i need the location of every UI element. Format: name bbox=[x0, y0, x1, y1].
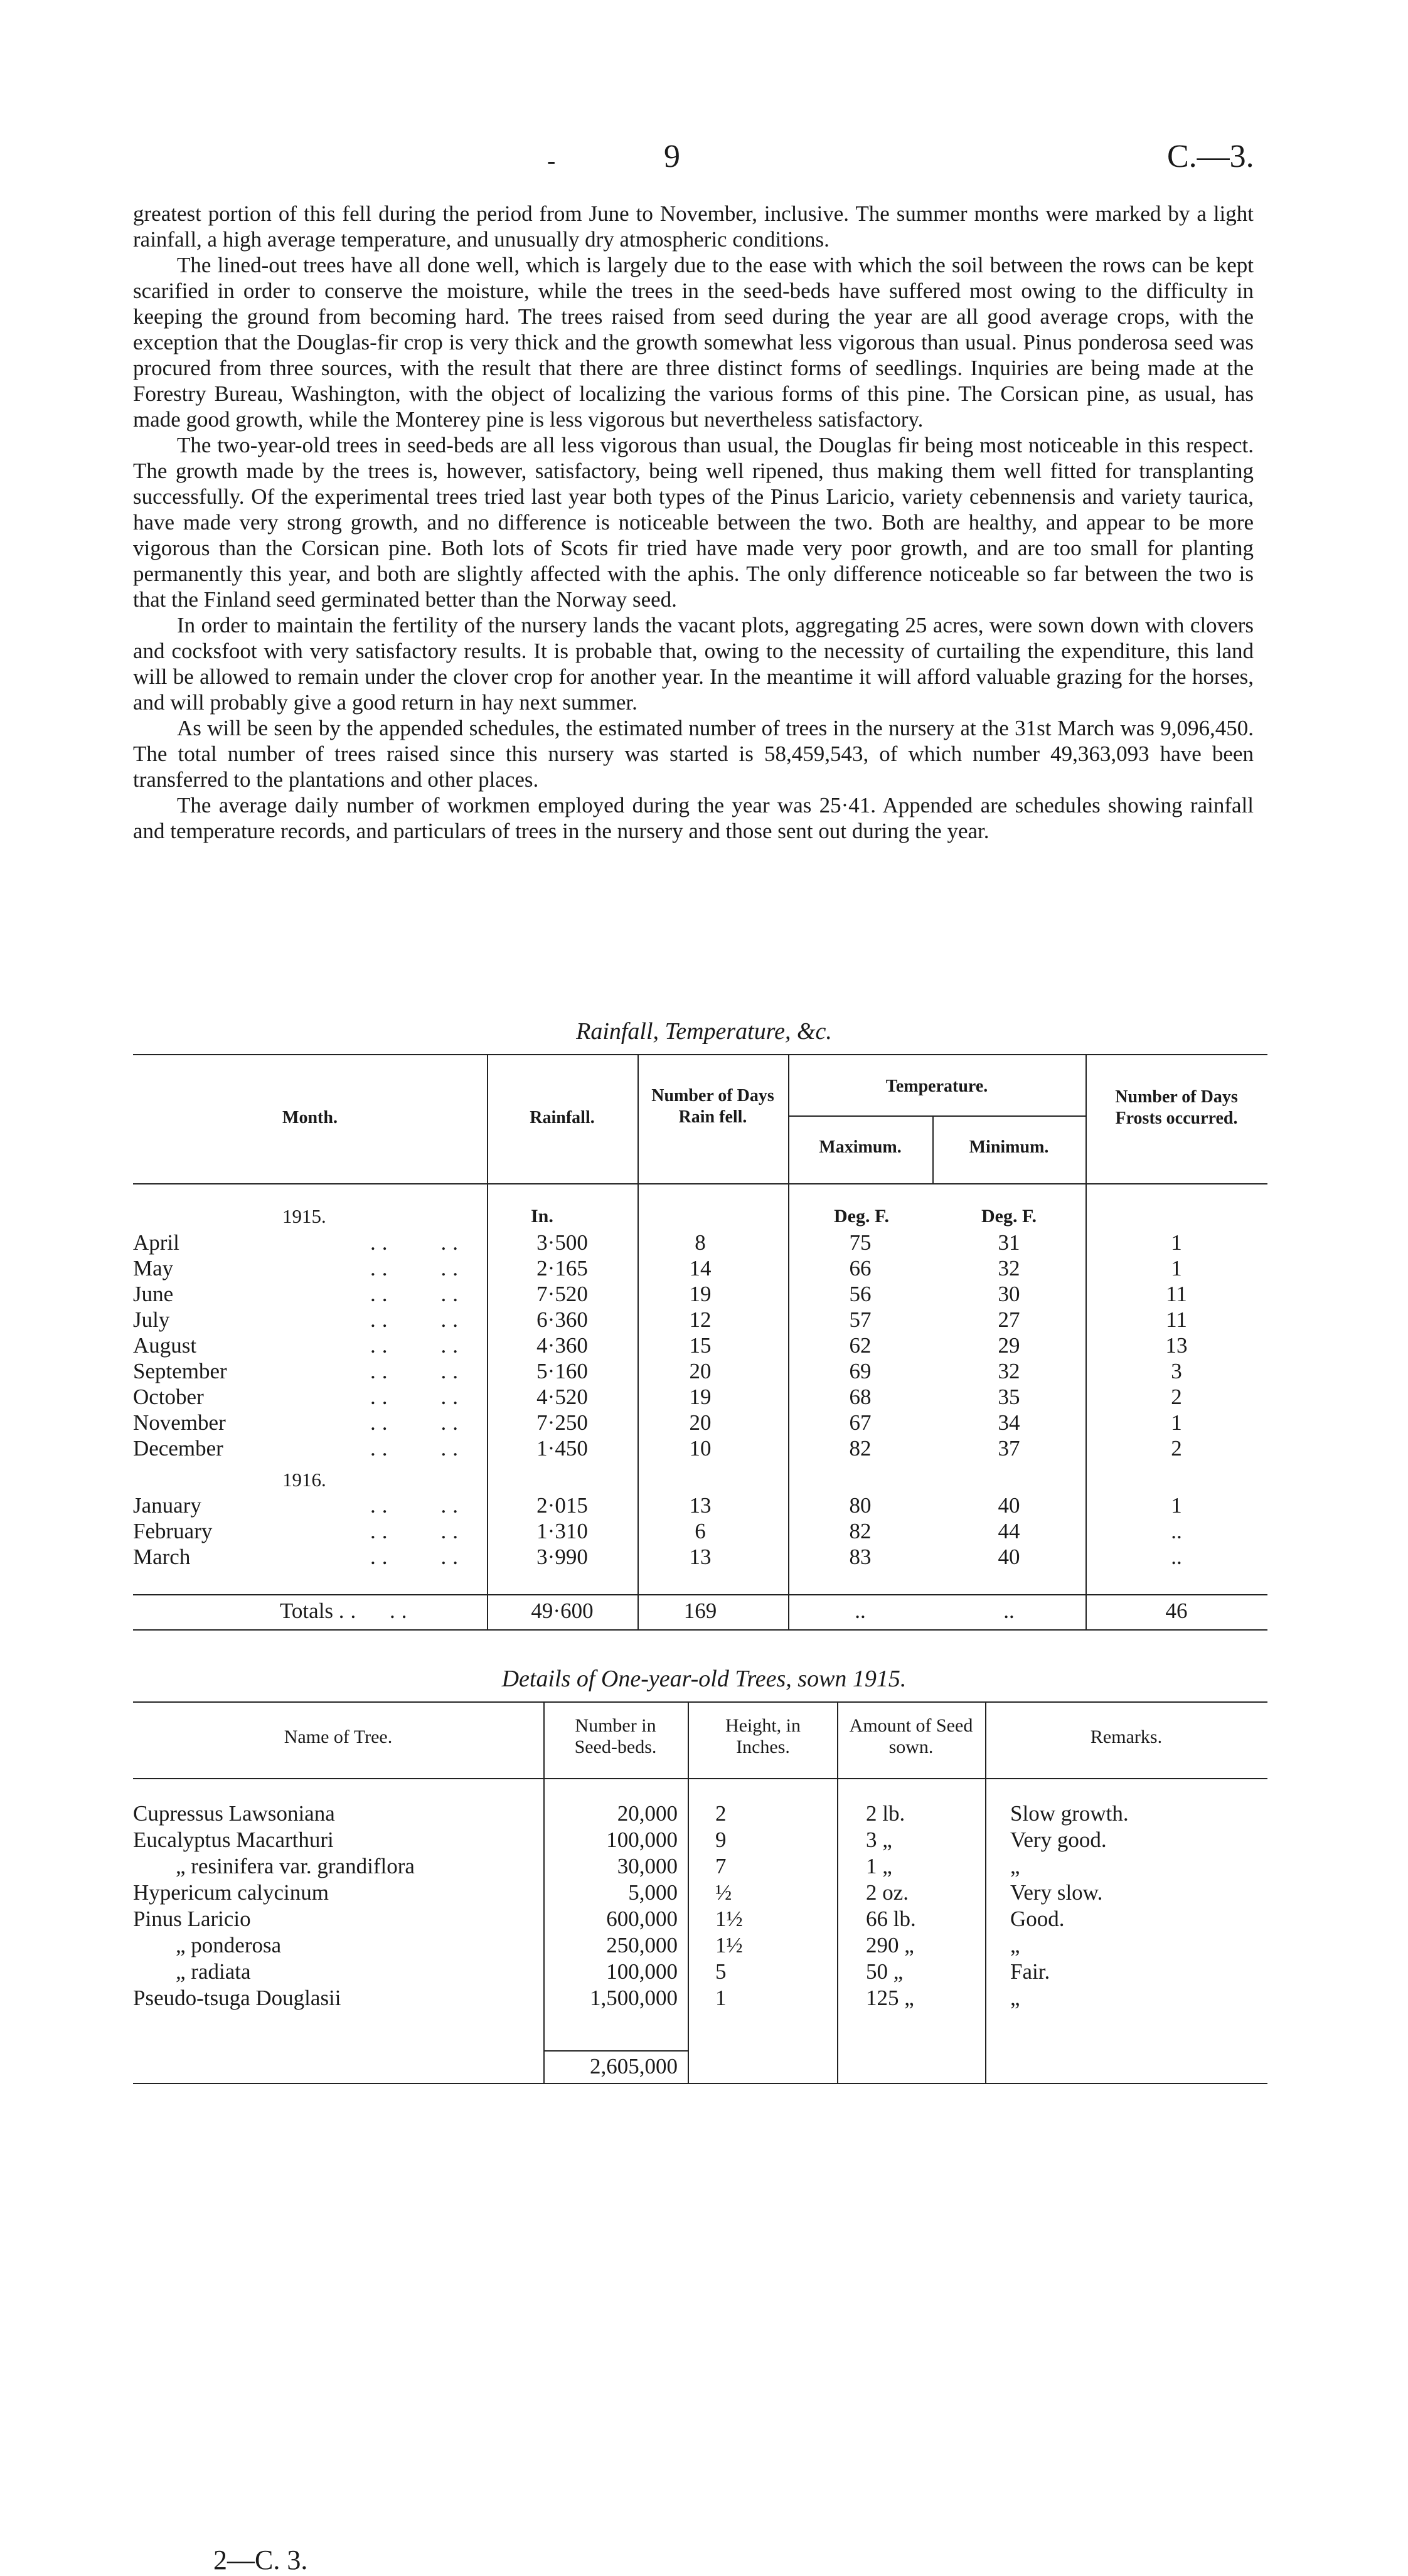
tree-remarks: „ bbox=[1010, 1933, 1020, 1957]
tree-remarks: Very good. bbox=[1010, 1828, 1107, 1852]
paragraph: greatest portion of this fell during the period from June to November, inclusive. The summer months were marked by a light rainfall, a high average temperature, and unusually dry atmospheric conditions. bbox=[133, 201, 1254, 252]
month-label: July bbox=[133, 1307, 170, 1332]
days-rain-value: 19 bbox=[689, 1385, 712, 1409]
max-temp-value: 68 bbox=[849, 1385, 872, 1409]
tree-height: 9 bbox=[715, 1828, 727, 1852]
days-rain-value: 20 bbox=[689, 1410, 712, 1435]
leader-dots: .. .. bbox=[370, 1519, 464, 1543]
rainfall-value: 1·450 bbox=[536, 1436, 588, 1461]
tree-name: „ resinifera var. grandiflora bbox=[176, 1854, 415, 1878]
rainfall-value: 2·015 bbox=[536, 1493, 588, 1518]
seed-bed-count: 1,500,000 bbox=[590, 1986, 678, 2010]
unit-min: Deg. F. bbox=[981, 1206, 1037, 1227]
header-days-rain: Number of Days Rain fell. bbox=[651, 1086, 774, 1127]
max-temp-value: 57 bbox=[849, 1307, 872, 1332]
tree-height: 1½ bbox=[715, 1907, 743, 1931]
totals-rainfall: 49·600 bbox=[531, 1599, 594, 1623]
leader-dots: .. .. bbox=[370, 1436, 464, 1461]
month-label: April bbox=[133, 1230, 179, 1255]
tree-height: 1 bbox=[715, 1986, 727, 2010]
min-temp-value: 34 bbox=[998, 1410, 1020, 1435]
year-1916: 1916. bbox=[282, 1469, 326, 1491]
body-text bbox=[133, 201, 1254, 844]
tree-name: Pinus Laricio bbox=[133, 1907, 251, 1931]
leader-dots: .. .. bbox=[370, 1359, 464, 1383]
paragraph: The two-year-old trees in seed-beds are all less vigorous than usual, the Douglas fir being most noticeable in this respect. The growth made by the trees is, however, satisfactory, being well ripened, thus making them well fitted for transplanting successfully. Of the experimental trees tried last year both types of the Pinus Laricio, variety cebennensis and variety taurica, have made very strong growth, and no difference is noticeable between the two. Both are healthy, and appear to be more vigorous than the Corsican pine. Both lots of Scots fir tried have made very poor growth, and are too small for planting permanently this year, and both are slightly affected with the aphis. The only difference noticeable so far between the two is that the Finland seed germinated better than the Norway seed. bbox=[133, 433, 1254, 612]
tree-remarks: „ bbox=[1010, 1854, 1020, 1878]
month-label: May bbox=[133, 1256, 174, 1280]
seed-bed-count: 100,000 bbox=[606, 1828, 678, 1852]
header-dash: - bbox=[547, 146, 556, 174]
totals-label-text: Totals bbox=[280, 1599, 334, 1623]
min-temp-value: 35 bbox=[998, 1385, 1020, 1409]
month-label: December bbox=[133, 1436, 223, 1461]
max-temp-value: 62 bbox=[849, 1333, 872, 1358]
header-height: Height, in Inches. bbox=[725, 1715, 801, 1757]
tree-height: 7 bbox=[715, 1854, 727, 1878]
seed-amount: 3 „ bbox=[866, 1828, 892, 1852]
month-label: January bbox=[133, 1493, 201, 1518]
header-temperature: Temperature. bbox=[885, 1077, 988, 1096]
seed-amount: 2 lb. bbox=[866, 1801, 905, 1826]
leader-dots: .. .. bbox=[370, 1230, 464, 1255]
seed-amount: 2 oz. bbox=[866, 1880, 909, 1905]
document-reference: C.—3. bbox=[1167, 139, 1254, 174]
max-temp-value: 56 bbox=[849, 1282, 872, 1306]
header-minimum: Minimum. bbox=[969, 1137, 1049, 1157]
days-rain-value: 20 bbox=[689, 1359, 712, 1383]
header-number-seed-beds: Number in Seed-beds. bbox=[574, 1715, 657, 1757]
days-rain-value: 10 bbox=[689, 1436, 712, 1461]
min-temp-value: 44 bbox=[998, 1519, 1020, 1543]
tree-height: 2 bbox=[715, 1801, 727, 1826]
seed-amount: 1 „ bbox=[866, 1854, 892, 1878]
seed-bed-count: 5,000 bbox=[628, 1880, 678, 1905]
tree-name: Pseudo-tsuga Douglasii bbox=[133, 1986, 341, 2010]
leader-dots: .. .. bbox=[370, 1333, 464, 1358]
rainfall-value: 7·250 bbox=[536, 1410, 588, 1435]
max-temp-value: 67 bbox=[849, 1410, 872, 1435]
leader-dots: .. .. bbox=[370, 1545, 464, 1569]
leader-dots: .. .. bbox=[370, 1256, 464, 1280]
seed-bed-count: 20,000 bbox=[617, 1801, 678, 1826]
days-rain-value: 6 bbox=[695, 1519, 706, 1543]
month-label: August bbox=[133, 1333, 197, 1358]
seed-bed-count: 100,000 bbox=[606, 1959, 678, 1984]
seed-amount: 50 „ bbox=[866, 1959, 904, 1984]
year-1915: 1915. bbox=[282, 1205, 326, 1227]
tree-height: 1½ bbox=[715, 1933, 743, 1957]
rainfall-value: 4·520 bbox=[536, 1385, 588, 1409]
frost-days-value: 11 bbox=[1166, 1282, 1187, 1306]
seed-bed-count: 600,000 bbox=[606, 1907, 678, 1931]
days-rain-value: 8 bbox=[695, 1230, 706, 1255]
totals-label: Totals .. .. bbox=[280, 1599, 413, 1623]
unit-max: Deg. F. bbox=[833, 1206, 890, 1227]
seed-amount: 125 „ bbox=[866, 1986, 914, 2010]
max-temp-value: 82 bbox=[849, 1436, 872, 1461]
min-temp-value: 29 bbox=[998, 1333, 1020, 1358]
rainfall-value: 6·360 bbox=[536, 1307, 588, 1332]
frost-days-value: 1 bbox=[1171, 1230, 1182, 1255]
totals-days: 169 bbox=[683, 1599, 717, 1623]
leader-dots: .. .. bbox=[370, 1493, 464, 1518]
leader-dots: .. .. bbox=[370, 1410, 464, 1435]
table-bottom-rule bbox=[133, 1629, 1267, 1631]
month-label: March bbox=[133, 1545, 191, 1569]
footer-reference: 2—C. 3. bbox=[213, 2545, 308, 2575]
month-label: September bbox=[133, 1359, 227, 1383]
month-label: February bbox=[133, 1519, 213, 1543]
table-header-rule bbox=[133, 1183, 1267, 1184]
leader-dots: .. .. bbox=[370, 1282, 464, 1306]
min-temp-value: 32 bbox=[998, 1256, 1020, 1280]
tree-remarks: Good. bbox=[1010, 1907, 1065, 1931]
totals-rule bbox=[133, 1594, 1267, 1595]
tree-name: Hypericum calycinum bbox=[133, 1880, 329, 1905]
table-top-rule bbox=[133, 1054, 1267, 1055]
header-month: Month. bbox=[282, 1108, 338, 1127]
rainfall-value: 2·165 bbox=[536, 1256, 588, 1280]
min-temp-value: 37 bbox=[998, 1436, 1020, 1461]
header-rainfall: Rainfall. bbox=[530, 1108, 595, 1127]
days-rain-value: 13 bbox=[689, 1493, 712, 1518]
header-remarks: Remarks. bbox=[1090, 1727, 1163, 1747]
frost-days-value: 2 bbox=[1171, 1385, 1182, 1409]
tree-name: „ radiata bbox=[176, 1959, 251, 1984]
seed-bed-count: 250,000 bbox=[606, 1933, 678, 1957]
paragraph: As will be seen by the appended schedules, the estimated number of trees in the nursery at the 31st March was 9,096,450. The total number of trees raised since this nursery was started is 58,459,543, of which number 49,363,093 have been transferred to the plantations and other places. bbox=[133, 716, 1254, 792]
days-rain-value: 13 bbox=[689, 1545, 712, 1569]
seed-bed-count: 30,000 bbox=[617, 1854, 678, 1878]
max-temp-value: 69 bbox=[849, 1359, 872, 1383]
rainfall-value: 7·520 bbox=[536, 1282, 588, 1306]
trees-total: 2,605,000 bbox=[590, 2054, 678, 2078]
rainfall-table-caption: Rainfall, Temperature, &c. bbox=[576, 1018, 832, 1045]
max-temp-value: 66 bbox=[849, 1256, 872, 1280]
header-maximum: Maximum. bbox=[819, 1137, 902, 1157]
max-temp-value: 83 bbox=[849, 1545, 872, 1569]
month-label: November bbox=[133, 1410, 226, 1435]
days-rain-value: 12 bbox=[689, 1307, 712, 1332]
tree-remarks: Slow growth. bbox=[1010, 1801, 1129, 1826]
days-rain-value: 15 bbox=[689, 1333, 712, 1358]
temperature-subrule bbox=[788, 1115, 1085, 1117]
tree-remarks: Fair. bbox=[1010, 1959, 1050, 1984]
leader-dots: .. .. bbox=[370, 1307, 464, 1332]
frost-days-value: 1 bbox=[1171, 1410, 1182, 1435]
tree-height: 5 bbox=[715, 1959, 727, 1984]
frost-days-value: 1 bbox=[1171, 1493, 1182, 1518]
max-temp-value: 75 bbox=[849, 1230, 872, 1255]
frost-days-value: 1 bbox=[1171, 1256, 1182, 1280]
min-temp-value: 30 bbox=[998, 1282, 1020, 1306]
days-rain-value: 19 bbox=[689, 1282, 712, 1306]
rainfall-value: 4·360 bbox=[536, 1333, 588, 1358]
seed-amount: 290 „ bbox=[866, 1933, 914, 1957]
page-number: 9 bbox=[664, 139, 680, 174]
frost-days-value: .. bbox=[1171, 1519, 1182, 1543]
month-label: October bbox=[133, 1385, 204, 1409]
frost-days-value: 2 bbox=[1171, 1436, 1182, 1461]
min-temp-value: 40 bbox=[998, 1545, 1020, 1569]
min-temp-value: 27 bbox=[998, 1307, 1020, 1332]
min-temp-value: 31 bbox=[998, 1230, 1020, 1255]
month-label: June bbox=[133, 1282, 174, 1306]
tree-remarks: Very slow. bbox=[1010, 1880, 1103, 1905]
rainfall-value: 3·990 bbox=[536, 1545, 588, 1569]
frost-days-value: 3 bbox=[1171, 1359, 1182, 1383]
rainfall-value: 3·500 bbox=[536, 1230, 588, 1255]
totals-min: .. bbox=[1003, 1599, 1015, 1623]
frost-days-value: 11 bbox=[1166, 1307, 1187, 1332]
max-temp-value: 80 bbox=[849, 1493, 872, 1518]
totals-max: .. bbox=[855, 1599, 866, 1623]
trees-table-caption: Details of One-year-old Trees, sown 1915. bbox=[501, 1666, 907, 1692]
max-temp-value: 82 bbox=[849, 1519, 872, 1543]
seed-amount: 66 lb. bbox=[866, 1907, 916, 1931]
min-temp-value: 40 bbox=[998, 1493, 1020, 1518]
unit-rainfall: In. bbox=[531, 1206, 553, 1227]
rainfall-value: 5·160 bbox=[536, 1359, 588, 1383]
header-frosts: Number of Days Frosts occurred. bbox=[1115, 1087, 1238, 1128]
leader-dots: .. .. bbox=[370, 1385, 464, 1409]
paragraph: The average daily number of workmen employed during the year was 25·41. Appended are schedules showing rainfall and temperature records, and particulars of trees in the nursery and those sent out during the year. bbox=[133, 793, 1254, 843]
rainfall-value: 1·310 bbox=[536, 1519, 588, 1543]
tree-height: ½ bbox=[715, 1880, 732, 1905]
header-amount-seed: Amount of Seed sown. bbox=[849, 1715, 973, 1757]
tree-name: „ ponderosa bbox=[176, 1933, 282, 1957]
min-temp-value: 32 bbox=[998, 1359, 1020, 1383]
paragraph: In order to maintain the fertility of the nursery lands the vacant plots, aggregating 25 acres, were sown down with clovers and cocksfoot with very satisfactory results. It is probable that, owing to the necessity of curtailing the expenditure, this land will be allowed to remain under the clover crop for another year. In the meantime it will afford valuable grazing for the horses, and will probably give a good return in hay next summer. bbox=[133, 613, 1254, 715]
frost-days-value: .. bbox=[1171, 1545, 1182, 1569]
frost-days-value: 13 bbox=[1165, 1333, 1188, 1358]
paragraph: The lined-out trees have all done well, which is largely due to the ease with which the soil between the rows can be kept scarified in order to conserve the moisture, while the trees in the seed-beds have suffered most owing to the difficulty in keeping the ground from becoming hard. The trees raised from seed during the year are all good average crops, with the exception that the Douglas-fir crop is very thick and the growth somewhat less vigorous than usual. Pinus ponderosa seed was procured from three sources, with the result that there are three distinct forms of seedlings. Inquiries are being made at the Forestry Bureau, Washington, with the object of localizing the various forms of this pine. The Corsican pine, as usual, has made good growth, while the Monterey pine is less vigorous but nevertheless satisfactory. bbox=[133, 253, 1254, 432]
days-rain-value: 14 bbox=[689, 1256, 712, 1280]
tree-name: Cupressus Lawsoniana bbox=[133, 1801, 335, 1826]
tree-remarks: „ bbox=[1010, 1986, 1020, 2010]
tree-name: Eucalyptus Macarthuri bbox=[133, 1828, 334, 1852]
header-tree-name: Name of Tree. bbox=[284, 1727, 393, 1747]
totals-frosts: 46 bbox=[1165, 1599, 1188, 1623]
